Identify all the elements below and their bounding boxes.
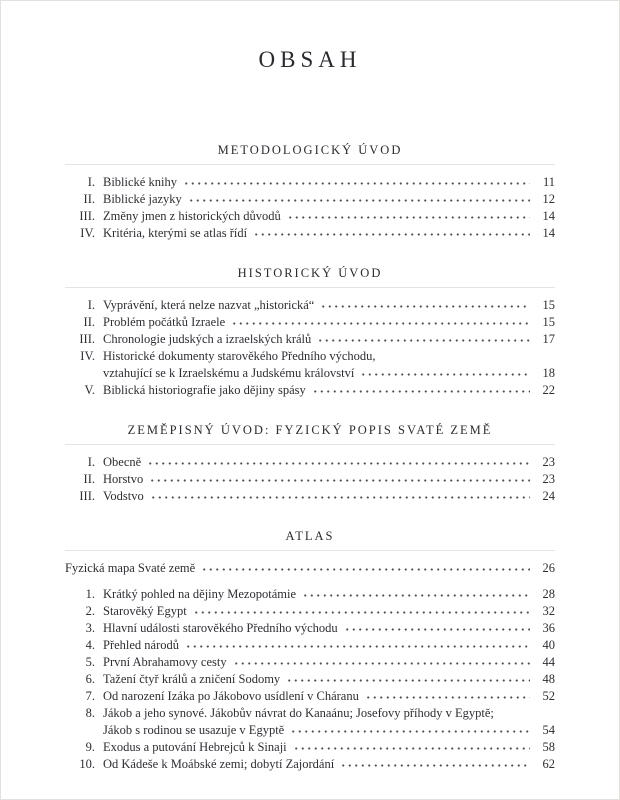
entry-text: Krátký pohled na dějiny Mezopotámie — [103, 587, 296, 601]
entry-page-number: 15 — [542, 298, 555, 312]
entry-text: Vodstvo — [103, 489, 144, 503]
entry-body — [103, 314, 555, 331]
entry-number: III. — [79, 209, 95, 223]
toc-entry — [65, 603, 555, 620]
toc-entry — [65, 382, 555, 399]
entry-text: Fyzická mapa Svaté země — [65, 561, 196, 575]
entry-page-number: 54 — [542, 723, 555, 737]
entry-body — [103, 586, 555, 603]
entry-body — [103, 705, 555, 739]
entry-page-number: 17 — [542, 332, 555, 346]
dot-leader — [293, 741, 530, 751]
entry-text: Kritéria, kterými se atlas řídí — [103, 226, 248, 240]
entry-body — [103, 471, 555, 488]
entry-text: Biblická historiografie jako dějiny spásy — [103, 383, 306, 397]
entry-text: Jákob a jeho synové. Jákobův návrat do Kanaánu; Josefovy příhody v Egyptě; — [103, 706, 494, 720]
entry-page-number: 14 — [542, 226, 555, 240]
entry-body — [103, 191, 555, 208]
entry-number: 4. — [85, 638, 95, 652]
entry-text: Vyprávění, která nelze nazvat „historická“ — [103, 298, 315, 312]
entry-number: 5. — [85, 655, 95, 669]
section-entries — [65, 560, 555, 773]
dot-leader — [290, 724, 530, 734]
entry-page-number: 52 — [542, 689, 555, 703]
entry-page-number: 44 — [542, 655, 555, 669]
entry-line — [103, 756, 555, 773]
entry-line — [103, 191, 555, 208]
toc-entry — [65, 705, 555, 739]
entry-text: Změny jmen z historických důvodů — [103, 209, 281, 223]
entry-page-number: 24 — [542, 489, 555, 503]
entry-page-number: 48 — [542, 672, 555, 686]
toc-entry — [65, 225, 555, 242]
entry-line — [103, 620, 555, 637]
dot-leader — [344, 622, 530, 632]
toc-entry — [65, 191, 555, 208]
toc-entry — [65, 208, 555, 225]
entry-body — [103, 603, 555, 620]
entry-body — [103, 454, 555, 471]
section-entries — [65, 454, 555, 505]
toc-entry — [65, 331, 555, 348]
toc-section — [65, 143, 555, 242]
entry-number: V. — [84, 383, 95, 397]
entry-text: Exodus a putování Hebrejců k Sinaji — [103, 740, 287, 754]
entry-number: 1. — [85, 587, 95, 601]
dot-leader — [286, 673, 530, 683]
entry-line — [103, 314, 555, 331]
entry-text: Obecně — [103, 455, 142, 469]
toc-entry — [65, 297, 555, 314]
entry-body — [103, 331, 555, 348]
dot-leader — [312, 384, 530, 394]
entry-number: 9. — [85, 740, 95, 754]
entry-number: 3. — [85, 621, 95, 635]
entry-number: 8. — [85, 706, 95, 720]
entry-number: I. — [87, 175, 95, 189]
dot-leader — [360, 367, 530, 377]
entry-number: I. — [87, 298, 95, 312]
entry-number: II. — [83, 192, 95, 206]
toc-entry — [65, 637, 555, 654]
entry-number: 10. — [79, 757, 95, 771]
entry-body — [103, 688, 555, 705]
entry-line — [103, 671, 555, 688]
entry-number: III. — [79, 332, 95, 346]
entry-number: IV. — [80, 226, 95, 240]
entry-line — [103, 705, 555, 722]
dot-leader — [231, 316, 530, 326]
entry-number: IV. — [80, 349, 95, 363]
entry-body — [103, 739, 555, 756]
entry-text: vztahující se k Izraelskému a Judskému království — [103, 366, 355, 380]
entry-line — [103, 637, 555, 654]
entry-number: 6. — [85, 672, 95, 686]
entry-line — [103, 454, 555, 471]
entry-page-number: 14 — [542, 209, 555, 223]
entry-body — [103, 756, 555, 773]
entry-number: III. — [79, 489, 95, 503]
entry-page-number: 26 — [542, 561, 555, 575]
entry-number: 7. — [85, 689, 95, 703]
entry-page-number: 62 — [542, 757, 555, 771]
entry-line — [103, 331, 555, 348]
entry-text: Od Kádeše k Moábské zemi; dobytí Zajordání — [103, 757, 335, 771]
entry-page-number: 11 — [542, 175, 555, 189]
toc-entry — [65, 654, 555, 671]
entry-line — [103, 488, 555, 505]
entry-line — [103, 365, 555, 382]
entry-line — [103, 603, 555, 620]
toc-entry — [65, 620, 555, 637]
dot-leader — [149, 473, 530, 483]
page-title: OBSAH — [258, 47, 362, 72]
entry-page-number: 12 — [542, 192, 555, 206]
entry-line — [103, 174, 555, 191]
entry-line — [103, 348, 555, 365]
entry-text: Od narození Izáka po Jákobovo usídlení v Cháranu — [103, 689, 359, 703]
entry-line — [103, 586, 555, 603]
toc-entry — [65, 174, 555, 191]
entry-line — [103, 739, 555, 756]
entry-body — [103, 620, 555, 637]
toc-entry — [65, 688, 555, 705]
entry-page-number: 15 — [542, 315, 555, 329]
entry-line — [103, 722, 555, 739]
entry-page-number: 18 — [542, 366, 555, 380]
entry-text: Historické dokumenty starověkého Předního východu, — [103, 349, 376, 363]
toc-entry — [65, 314, 555, 331]
entry-page-number: 58 — [542, 740, 555, 754]
toc-entry — [65, 348, 555, 382]
entry-body — [103, 488, 555, 505]
toc-entry — [65, 671, 555, 688]
dot-leader — [201, 562, 530, 572]
entry-body — [65, 560, 555, 577]
entry-text: Biblické knihy — [103, 175, 177, 189]
entry-line — [103, 208, 555, 225]
dot-leader — [150, 490, 530, 500]
entry-text: Starověký Egypt — [103, 604, 187, 618]
toc-section — [65, 423, 555, 505]
entry-line — [103, 382, 555, 399]
entry-page-number: 23 — [542, 455, 555, 469]
section-entries — [65, 174, 555, 242]
toc-entry — [65, 454, 555, 471]
section-heading: HISTORICKÝ ÚVOD — [65, 266, 555, 288]
dot-leader — [253, 227, 530, 237]
dot-leader — [287, 210, 530, 220]
entry-body — [103, 671, 555, 688]
entry-page-number: 32 — [542, 604, 555, 618]
entry-number: I. — [87, 455, 95, 469]
entry-page-number: 23 — [542, 472, 555, 486]
toc-entry — [65, 739, 555, 756]
entry-body — [103, 208, 555, 225]
dot-leader — [340, 758, 530, 768]
section-entries — [65, 297, 555, 399]
entry-text: První Abrahamovy cesty — [103, 655, 227, 669]
dot-leader — [317, 333, 530, 343]
entry-body — [103, 297, 555, 314]
entry-text: Hlavní události starověkého Předního východu — [103, 621, 338, 635]
dot-leader — [365, 690, 530, 700]
entry-text: Problém počátků Izraele — [103, 315, 226, 329]
dot-leader — [320, 299, 530, 309]
toc-entry — [65, 756, 555, 773]
entry-number: 2. — [85, 604, 95, 618]
toc-entry — [65, 586, 555, 603]
toc-section — [65, 529, 555, 773]
entry-text: Tažení čtyř králů a zničení Sodomy — [103, 672, 281, 686]
entry-body — [103, 225, 555, 242]
toc-entry — [65, 471, 555, 488]
entry-line — [103, 654, 555, 671]
entry-text: Přehled národů — [103, 638, 180, 652]
section-heading: ATLAS — [65, 529, 555, 551]
dot-leader — [183, 176, 530, 186]
entry-body — [103, 174, 555, 191]
toc-entry — [65, 560, 555, 577]
dot-leader — [188, 193, 530, 203]
toc-entry — [65, 488, 555, 505]
entry-body — [103, 654, 555, 671]
toc-section — [65, 266, 555, 399]
entry-line — [65, 560, 555, 577]
entry-page-number: 22 — [542, 383, 555, 397]
entry-line — [103, 471, 555, 488]
entry-line — [103, 297, 555, 314]
dot-leader — [147, 456, 530, 466]
entry-page-number: 40 — [542, 638, 555, 652]
dot-leader — [302, 588, 530, 598]
dot-leader — [233, 656, 530, 666]
entry-text: Biblické jazyky — [103, 192, 182, 206]
toc-sections — [65, 143, 555, 773]
entry-line — [103, 225, 555, 242]
entry-body — [103, 348, 555, 382]
entry-text: Chronologie judských a izraelských králů — [103, 332, 312, 346]
entry-number: II. — [83, 315, 95, 329]
entry-body — [103, 637, 555, 654]
entry-body — [103, 382, 555, 399]
entry-text: Horstvo — [103, 472, 144, 486]
section-heading: ZEMĚPISNÝ ÚVOD: FYZICKÝ POPIS SVATÉ ZEMĚ — [65, 423, 555, 445]
entry-line — [103, 688, 555, 705]
entry-page-number: 36 — [542, 621, 555, 635]
entry-number: II. — [83, 472, 95, 486]
entry-page-number: 28 — [542, 587, 555, 601]
dot-leader — [185, 639, 530, 649]
section-heading: METODOLOGICKÝ ÚVOD — [65, 143, 555, 165]
entry-text: Jákob s rodinou se usazuje v Egyptě — [103, 723, 285, 737]
dot-leader — [193, 605, 530, 615]
